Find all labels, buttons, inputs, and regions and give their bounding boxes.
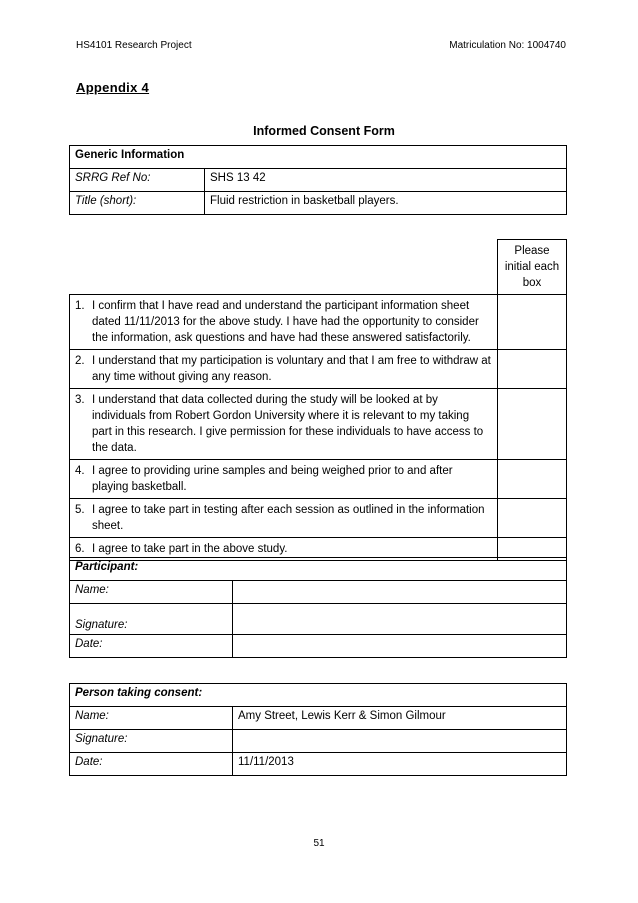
statement-number: 1.	[75, 300, 85, 312]
statement-text: I agree to providing urine samples and being weighed prior to and after playing basketball.	[92, 465, 453, 493]
page-number: 51	[313, 838, 325, 849]
consent-statements-table	[69, 239, 567, 561]
ref-label: SRRG Ref No:	[70, 169, 205, 192]
statement-number: 6.	[75, 543, 85, 555]
consent-taker-table	[69, 683, 567, 776]
blank-header-cell	[70, 240, 498, 295]
participant-date-field[interactable]	[233, 635, 567, 658]
statement-row	[70, 499, 567, 538]
participant-signature-label: Signature:	[70, 604, 233, 635]
consent-name-value[interactable]: Amy Street, Lewis Kerr & Simon Gilmour	[233, 707, 567, 730]
consent-date-label: Date:	[70, 753, 233, 776]
statement-text: I agree to take part in testing after each session as outlined in the information sheet.	[92, 504, 485, 532]
statement-text: I understand that data collected during the study will be looked at by individuals from Robert Gordon University where it is relevant to my taking part in this research. I give permission for these individuals to have access to the data.	[92, 394, 484, 454]
consent-signature-field[interactable]	[233, 730, 567, 753]
consent-signature-label: Signature:	[70, 730, 233, 753]
header-project: HS4101 Research Project	[76, 40, 192, 51]
statement-text: I understand that my participation is voluntary and that I am free to withdraw at any time without giving any reason.	[92, 355, 491, 383]
initial-box[interactable]	[498, 295, 567, 350]
consent-heading: Person taking consent:	[70, 684, 567, 707]
form-title: Informed Consent Form	[253, 124, 395, 138]
participant-heading: Participant:	[70, 558, 567, 581]
statement-number: 3.	[75, 394, 85, 406]
participant-name-field[interactable]	[233, 581, 567, 604]
consent-name-label: Name:	[70, 707, 233, 730]
initial-box[interactable]	[498, 350, 567, 389]
statement-text: I agree to take part in the above study.	[92, 543, 288, 555]
participant-date-label: Date:	[70, 635, 233, 658]
statement-text: I confirm that I have read and understand the participant information sheet dated 11/11/2013 for the above study. I have had the opportunity to consider the information, ask questions and have had these answered satisfactorily.	[92, 300, 479, 344]
statement-number: 4.	[75, 465, 85, 477]
ref-value: SHS 13 42	[205, 169, 567, 192]
title-value: Fluid restriction in basketball players.	[205, 192, 567, 215]
initial-box[interactable]	[498, 460, 567, 499]
statement-row	[70, 389, 567, 460]
header-matriculation: Matriculation No: 1004740	[449, 40, 566, 51]
consent-date-value[interactable]: 11/11/2013	[233, 753, 567, 776]
statement-number: 5.	[75, 504, 85, 516]
initial-heading: Please initial each box	[498, 240, 567, 295]
statement-row	[70, 460, 567, 499]
statement-row	[70, 295, 567, 350]
participant-table	[69, 557, 567, 658]
participant-signature-field[interactable]	[233, 604, 567, 635]
initial-box[interactable]	[498, 389, 567, 460]
title-label: Title (short):	[70, 192, 205, 215]
initial-box[interactable]	[498, 499, 567, 538]
statement-number: 2.	[75, 355, 85, 367]
appendix-title: Appendix 4	[76, 80, 150, 95]
generic-info-table	[69, 145, 567, 215]
participant-name-label: Name:	[70, 581, 233, 604]
statement-row	[70, 350, 567, 389]
generic-heading: Generic Information	[70, 146, 567, 169]
